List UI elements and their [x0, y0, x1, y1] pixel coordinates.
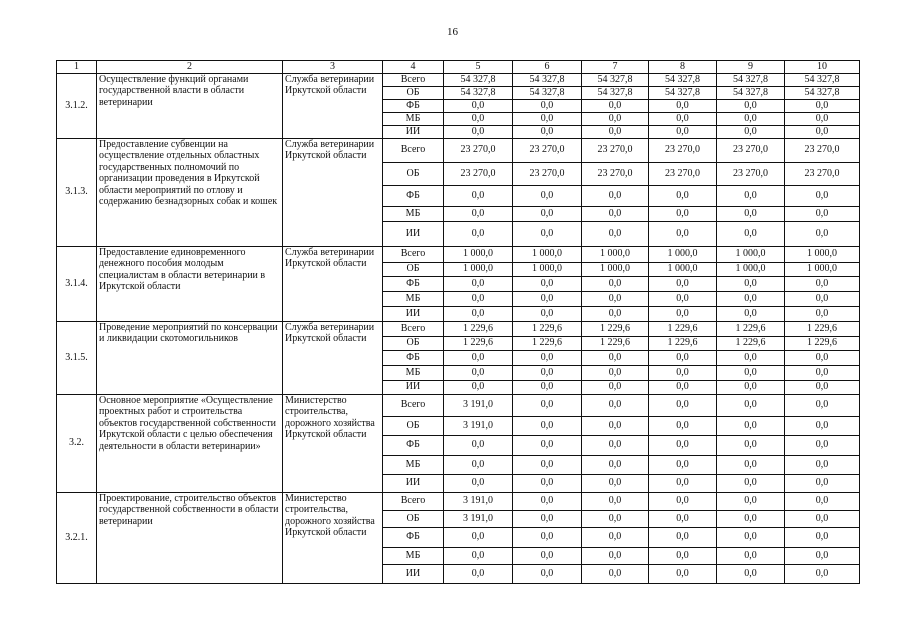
table-row: [57, 73, 860, 86]
column-number: 1: [57, 61, 97, 74]
column-number: 6: [513, 61, 582, 74]
amount-cell: 54 327,8: [785, 73, 860, 86]
amount-cell: 0,0: [785, 435, 860, 455]
item-name: Осуществление функций органами государственной власти в области ветеринарии: [97, 73, 283, 138]
amount-cell: 0,0: [444, 435, 513, 455]
amount-cell: 23 270,0: [444, 138, 513, 162]
amount-cell: 54 327,8: [649, 73, 717, 86]
amount-cell: 3 191,0: [444, 416, 513, 435]
amount-cell: 1 229,6: [582, 321, 649, 336]
amount-cell: 23 270,0: [717, 138, 785, 162]
item-code: 3.2.1.: [57, 492, 97, 583]
amount-cell: 0,0: [717, 455, 785, 474]
amount-cell: 0,0: [785, 564, 860, 583]
amount-cell: 0,0: [649, 291, 717, 306]
funding-source: ФБ: [383, 435, 444, 455]
amount-cell: 0,0: [513, 547, 582, 564]
column-number: 2: [97, 61, 283, 74]
amount-cell: 0,0: [785, 474, 860, 492]
amount-cell: 23 270,0: [444, 162, 513, 185]
amount-cell: 0,0: [582, 527, 649, 547]
table-row: [57, 138, 860, 162]
amount-cell: 0,0: [649, 380, 717, 394]
amount-cell: 0,0: [444, 527, 513, 547]
amount-cell: 0,0: [717, 394, 785, 416]
amount-cell: 0,0: [582, 394, 649, 416]
amount-cell: 0,0: [717, 547, 785, 564]
amount-cell: 23 270,0: [582, 138, 649, 162]
table-row: [57, 321, 860, 336]
amount-cell: 0,0: [582, 510, 649, 527]
amount-cell: 0,0: [513, 99, 582, 112]
table-row: [57, 394, 860, 416]
funding-source: Всего: [383, 492, 444, 510]
amount-cell: 0,0: [444, 185, 513, 206]
amount-cell: 0,0: [649, 125, 717, 138]
item-executor: Служба ветеринарии Иркутской области: [283, 246, 383, 321]
amount-cell: 0,0: [785, 306, 860, 321]
amount-cell: 0,0: [444, 455, 513, 474]
funding-source: ФБ: [383, 276, 444, 291]
amount-cell: 1 000,0: [582, 246, 649, 262]
funding-source: Всего: [383, 321, 444, 336]
amount-cell: 0,0: [582, 99, 649, 112]
funding-source: ОБ: [383, 262, 444, 276]
amount-cell: 0,0: [649, 365, 717, 380]
amount-cell: 0,0: [444, 564, 513, 583]
amount-cell: 0,0: [717, 185, 785, 206]
amount-cell: 54 327,8: [444, 73, 513, 86]
amount-cell: 0,0: [785, 455, 860, 474]
amount-cell: 0,0: [582, 435, 649, 455]
funding-source: МБ: [383, 291, 444, 306]
amount-cell: 0,0: [649, 547, 717, 564]
funding-source: ОБ: [383, 162, 444, 185]
amount-cell: 1 229,6: [649, 321, 717, 336]
amount-cell: 23 270,0: [785, 138, 860, 162]
amount-cell: 0,0: [785, 99, 860, 112]
amount-cell: 0,0: [785, 112, 860, 125]
amount-cell: 0,0: [444, 547, 513, 564]
amount-cell: 0,0: [649, 510, 717, 527]
item-code: 3.1.4.: [57, 246, 97, 321]
table-body: [57, 61, 860, 584]
funding-source: ФБ: [383, 185, 444, 206]
amount-cell: 0,0: [717, 380, 785, 394]
amount-cell: 0,0: [649, 206, 717, 221]
funding-source: ИИ: [383, 221, 444, 246]
amount-cell: 0,0: [649, 474, 717, 492]
amount-cell: 0,0: [582, 306, 649, 321]
item-code: 3.2.: [57, 394, 97, 492]
amount-cell: 0,0: [513, 435, 582, 455]
funding-source: Всего: [383, 138, 444, 162]
item-code: 3.1.5.: [57, 321, 97, 394]
item-name: Проектирование, строительство объектов государственной собственности в области ветеринарии: [97, 492, 283, 583]
amount-cell: 0,0: [444, 350, 513, 365]
amount-cell: 0,0: [513, 474, 582, 492]
amount-cell: 0,0: [649, 492, 717, 510]
amount-cell: 54 327,8: [513, 73, 582, 86]
amount-cell: 0,0: [444, 365, 513, 380]
amount-cell: 0,0: [582, 206, 649, 221]
amount-cell: 0,0: [649, 435, 717, 455]
amount-cell: 0,0: [649, 394, 717, 416]
amount-cell: 1 229,6: [582, 336, 649, 350]
amount-cell: 0,0: [513, 380, 582, 394]
column-number: 4: [383, 61, 444, 74]
amount-cell: 0,0: [717, 206, 785, 221]
page-number: 16: [447, 26, 458, 38]
funding-source: МБ: [383, 455, 444, 474]
amount-cell: 1 229,6: [649, 336, 717, 350]
funding-source: ИИ: [383, 564, 444, 583]
funding-source: МБ: [383, 547, 444, 564]
amount-cell: 0,0: [717, 221, 785, 246]
amount-cell: 0,0: [649, 527, 717, 547]
item-code: 3.1.2.: [57, 73, 97, 138]
amount-cell: 0,0: [649, 455, 717, 474]
funding-source: ИИ: [383, 125, 444, 138]
funding-source: Всего: [383, 73, 444, 86]
amount-cell: 1 000,0: [513, 262, 582, 276]
table-row: [57, 492, 860, 510]
amount-cell: 0,0: [717, 291, 785, 306]
amount-cell: 0,0: [649, 112, 717, 125]
amount-cell: 23 270,0: [785, 162, 860, 185]
amount-cell: 3 191,0: [444, 492, 513, 510]
amount-cell: 0,0: [582, 547, 649, 564]
amount-cell: 0,0: [582, 185, 649, 206]
amount-cell: 0,0: [513, 455, 582, 474]
amount-cell: 1 000,0: [444, 262, 513, 276]
amount-cell: 1 229,6: [513, 336, 582, 350]
amount-cell: 54 327,8: [717, 73, 785, 86]
funding-source: Всего: [383, 246, 444, 262]
amount-cell: 0,0: [649, 221, 717, 246]
amount-cell: 0,0: [717, 276, 785, 291]
amount-cell: 23 270,0: [717, 162, 785, 185]
amount-cell: 1 229,6: [785, 321, 860, 336]
amount-cell: 0,0: [582, 416, 649, 435]
amount-cell: 0,0: [582, 112, 649, 125]
funding-source: ФБ: [383, 99, 444, 112]
amount-cell: 0,0: [444, 99, 513, 112]
amount-cell: 0,0: [785, 492, 860, 510]
item-name: Проведение мероприятий по консервации и ликвидации скотомогильников: [97, 321, 283, 394]
item-executor: Служба ветеринарии Иркутской области: [283, 73, 383, 138]
amount-cell: 54 327,8: [649, 86, 717, 99]
amount-cell: 0,0: [513, 306, 582, 321]
funding-source: МБ: [383, 365, 444, 380]
funding-source: ОБ: [383, 416, 444, 435]
funding-source: ИИ: [383, 380, 444, 394]
amount-cell: 0,0: [649, 350, 717, 365]
amount-cell: 0,0: [717, 564, 785, 583]
amount-cell: 1 229,6: [785, 336, 860, 350]
amount-cell: 0,0: [582, 455, 649, 474]
amount-cell: 3 191,0: [444, 510, 513, 527]
column-number: 5: [444, 61, 513, 74]
amount-cell: 1 000,0: [717, 246, 785, 262]
amount-cell: 1 229,6: [513, 321, 582, 336]
amount-cell: 0,0: [513, 276, 582, 291]
amount-cell: 23 270,0: [513, 138, 582, 162]
amount-cell: 0,0: [582, 291, 649, 306]
funding-source: ОБ: [383, 510, 444, 527]
amount-cell: 0,0: [717, 99, 785, 112]
amount-cell: 0,0: [582, 125, 649, 138]
funding-source: ОБ: [383, 86, 444, 99]
amount-cell: 0,0: [785, 510, 860, 527]
funding-source: ОБ: [383, 336, 444, 350]
amount-cell: 0,0: [444, 291, 513, 306]
item-name: Предоставление единовременного денежного пособия молодым специалистам в области ветеринарии в Иркутской области: [97, 246, 283, 321]
amount-cell: 0,0: [649, 564, 717, 583]
amount-cell: 1 229,6: [717, 336, 785, 350]
amount-cell: 0,0: [717, 474, 785, 492]
item-name: Предоставление субвенции на осуществление отдельных областных государственных полномочий по организации проведения в Иркутской области мероприятий по отлову и содержанию безнадзорных собак и кошек: [97, 138, 283, 246]
amount-cell: 3 191,0: [444, 394, 513, 416]
amount-cell: 0,0: [785, 365, 860, 380]
amount-cell: 54 327,8: [582, 86, 649, 99]
amount-cell: 23 270,0: [582, 162, 649, 185]
amount-cell: 0,0: [582, 365, 649, 380]
amount-cell: 0,0: [785, 185, 860, 206]
amount-cell: 0,0: [785, 125, 860, 138]
amount-cell: 0,0: [444, 221, 513, 246]
amount-cell: 54 327,8: [513, 86, 582, 99]
amount-cell: 54 327,8: [785, 86, 860, 99]
amount-cell: 0,0: [513, 206, 582, 221]
amount-cell: 0,0: [649, 99, 717, 112]
amount-cell: 0,0: [582, 474, 649, 492]
amount-cell: 54 327,8: [582, 73, 649, 86]
item-executor: Министерство строительства, дорожного хозяйства Иркутской области: [283, 394, 383, 492]
column-number: 10: [785, 61, 860, 74]
amount-cell: 1 229,6: [717, 321, 785, 336]
column-number-row: [57, 61, 860, 74]
column-number: 3: [283, 61, 383, 74]
amount-cell: 0,0: [444, 206, 513, 221]
amount-cell: 0,0: [785, 527, 860, 547]
amount-cell: 1 229,6: [444, 336, 513, 350]
amount-cell: 1 000,0: [785, 262, 860, 276]
amount-cell: 1 000,0: [582, 262, 649, 276]
amount-cell: 0,0: [785, 416, 860, 435]
amount-cell: 0,0: [444, 380, 513, 394]
amount-cell: 0,0: [717, 306, 785, 321]
amount-cell: 0,0: [444, 276, 513, 291]
amount-cell: 0,0: [513, 291, 582, 306]
amount-cell: 0,0: [513, 185, 582, 206]
amount-cell: 23 270,0: [513, 162, 582, 185]
amount-cell: 0,0: [513, 112, 582, 125]
amount-cell: 0,0: [513, 394, 582, 416]
amount-cell: 0,0: [444, 306, 513, 321]
amount-cell: 0,0: [717, 416, 785, 435]
amount-cell: 0,0: [513, 365, 582, 380]
column-number: 9: [717, 61, 785, 74]
amount-cell: 1 229,6: [444, 321, 513, 336]
amount-cell: 0,0: [785, 380, 860, 394]
amount-cell: 0,0: [785, 547, 860, 564]
amount-cell: 0,0: [649, 416, 717, 435]
amount-cell: 0,0: [444, 125, 513, 138]
item-executor: Служба ветеринарии Иркутской области: [283, 138, 383, 246]
amount-cell: 0,0: [444, 474, 513, 492]
amount-cell: 0,0: [717, 510, 785, 527]
amount-cell: 0,0: [513, 416, 582, 435]
funding-source: ФБ: [383, 527, 444, 547]
funding-source: МБ: [383, 206, 444, 221]
amount-cell: 0,0: [785, 291, 860, 306]
amount-cell: 1 000,0: [649, 262, 717, 276]
funding-source: ФБ: [383, 350, 444, 365]
amount-cell: 1 000,0: [717, 262, 785, 276]
amount-cell: 0,0: [582, 350, 649, 365]
item-executor: Служба ветеринарии Иркутской области: [283, 321, 383, 394]
table-row: [57, 246, 860, 262]
funding-source: Всего: [383, 394, 444, 416]
amount-cell: 1 000,0: [513, 246, 582, 262]
amount-cell: 1 000,0: [785, 246, 860, 262]
column-number: 7: [582, 61, 649, 74]
item-code: 3.1.3.: [57, 138, 97, 246]
amount-cell: 54 327,8: [444, 86, 513, 99]
amount-cell: 0,0: [582, 276, 649, 291]
amount-cell: 0,0: [582, 221, 649, 246]
amount-cell: 0,0: [513, 125, 582, 138]
amount-cell: 0,0: [785, 394, 860, 416]
amount-cell: 0,0: [649, 185, 717, 206]
amount-cell: 0,0: [582, 564, 649, 583]
amount-cell: 0,0: [649, 306, 717, 321]
amount-cell: 0,0: [513, 492, 582, 510]
funding-source: ИИ: [383, 474, 444, 492]
amount-cell: 0,0: [582, 380, 649, 394]
amount-cell: 0,0: [785, 350, 860, 365]
amount-cell: 0,0: [717, 125, 785, 138]
amount-cell: 0,0: [717, 365, 785, 380]
funding-source: МБ: [383, 112, 444, 125]
amount-cell: 0,0: [649, 276, 717, 291]
amount-cell: 0,0: [513, 564, 582, 583]
amount-cell: 0,0: [717, 527, 785, 547]
amount-cell: 0,0: [513, 350, 582, 365]
amount-cell: 54 327,8: [717, 86, 785, 99]
amount-cell: 0,0: [785, 221, 860, 246]
amount-cell: 0,0: [513, 221, 582, 246]
amount-cell: 0,0: [717, 435, 785, 455]
amount-cell: 0,0: [785, 276, 860, 291]
amount-cell: 0,0: [717, 492, 785, 510]
amount-cell: 23 270,0: [649, 162, 717, 185]
item-executor: Министерство строительства, дорожного хозяйства Иркутской области: [283, 492, 383, 583]
amount-cell: 23 270,0: [649, 138, 717, 162]
column-number: 8: [649, 61, 717, 74]
budget-table: [56, 60, 860, 584]
amount-cell: 1 000,0: [444, 246, 513, 262]
amount-cell: 0,0: [582, 492, 649, 510]
amount-cell: 1 000,0: [649, 246, 717, 262]
item-name: Основное мероприятие «Осуществление проектных работ и строительства объектов государственной собственности Иркутской области с целью обеспечения деятельности в области ветеринарии»: [97, 394, 283, 492]
amount-cell: 0,0: [785, 206, 860, 221]
amount-cell: 0,0: [717, 112, 785, 125]
funding-source: ИИ: [383, 306, 444, 321]
amount-cell: 0,0: [717, 350, 785, 365]
amount-cell: 0,0: [444, 112, 513, 125]
amount-cell: 0,0: [513, 510, 582, 527]
amount-cell: 0,0: [513, 527, 582, 547]
